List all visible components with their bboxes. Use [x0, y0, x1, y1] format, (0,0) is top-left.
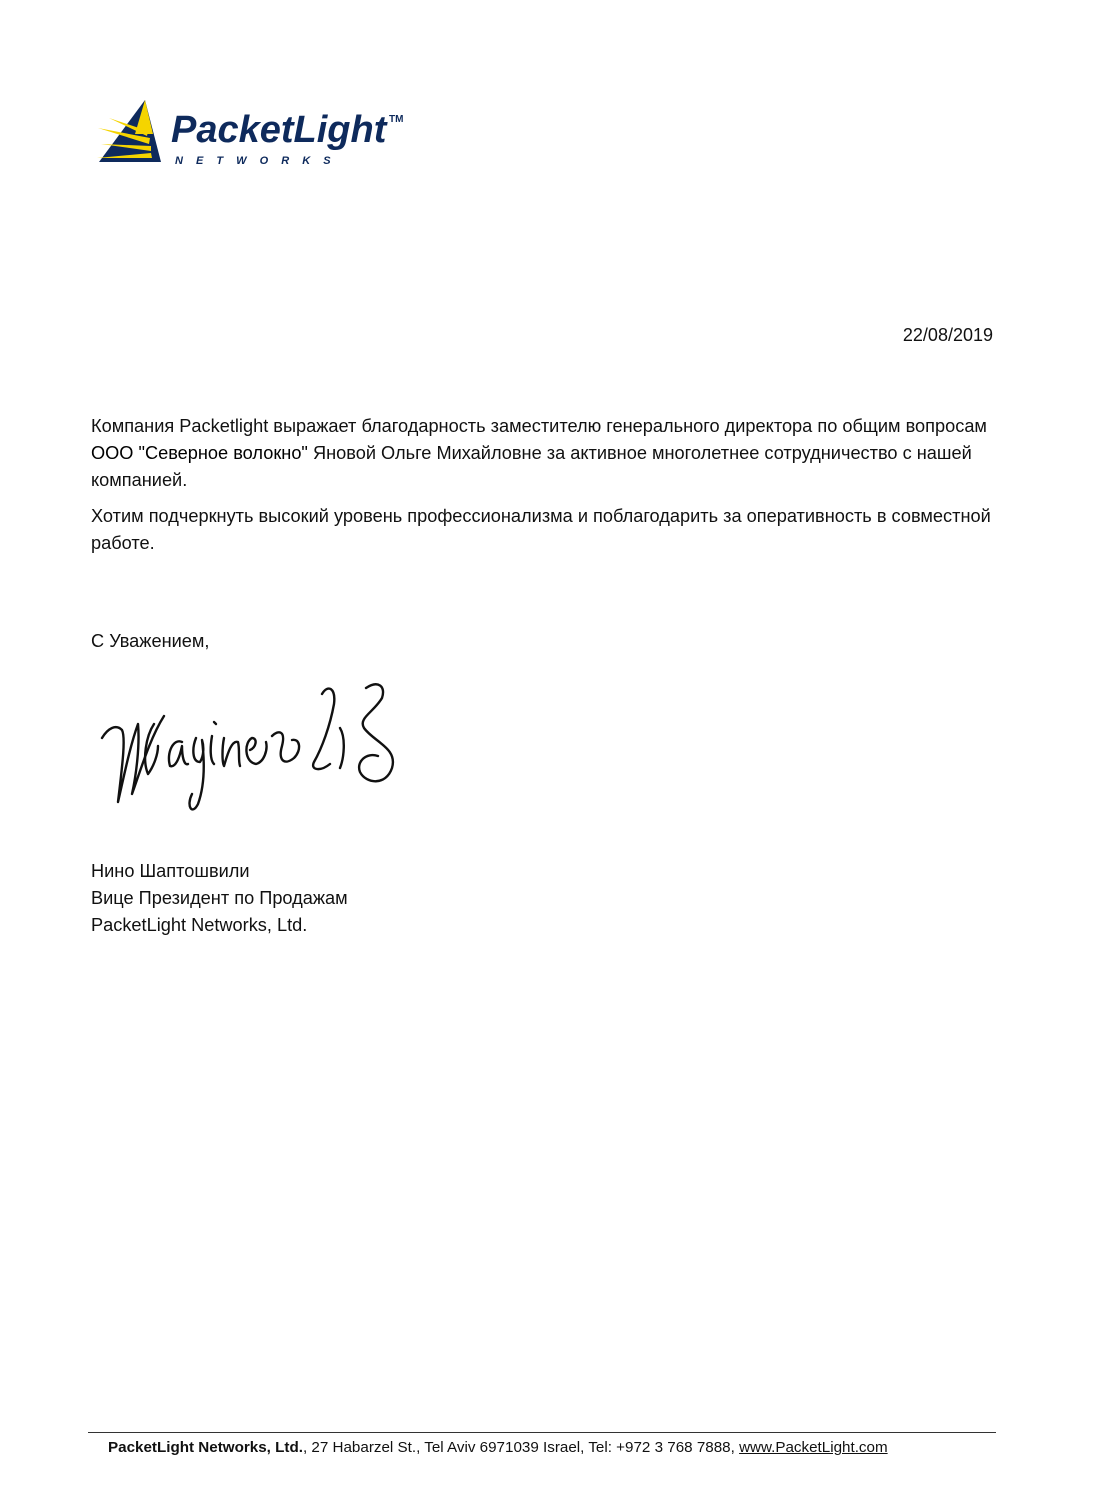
- logo-trademark: TM: [389, 114, 404, 125]
- letter-date: 22/08/2019: [902, 325, 993, 345]
- signer-company: PacketLight Networks, Ltd.: [91, 915, 308, 935]
- logo-wordmark: PacketLight: [171, 109, 387, 151]
- company-logo: [95, 98, 415, 170]
- company-name-highlight: ООО "Северное волокно": [91, 443, 308, 463]
- footer-company: PacketLight Networks, Ltd.: [108, 1439, 303, 1456]
- signer-title: Вице Президент по Продажам: [91, 888, 348, 908]
- paragraph-professionalism: Хотим подчеркнуть высокий уровень профессионализма и поблагодарить за оперативность в совместной работе.: [91, 506, 991, 553]
- footer-address: , 27 Habarzel St., Tel Aviv 6971039 Israel, Tel: +972 3 768 7888,: [302, 1439, 740, 1456]
- paragraph-gratitude-end: Яновой Ольге Михайловне за активное многолетнее сотрудничество с нашей компанией.: [91, 443, 972, 490]
- letter-body: [91, 413, 991, 566]
- letter-closing: С Уважением,: [91, 631, 210, 651]
- signer-name: Нино Шаптошвили: [91, 861, 250, 881]
- logo-tagline: N E T W O R K S: [175, 155, 336, 167]
- footer-divider: [88, 1432, 996, 1433]
- footer: [108, 1439, 888, 1456]
- handwritten-signature: [96, 676, 406, 826]
- footer-website-link[interactable]: www.PacketLight.com: [739, 1439, 888, 1456]
- signer-block: [91, 858, 348, 939]
- paragraph-gratitude: [91, 413, 991, 494]
- paragraph-gratitude-start: Компания Packetlight выражает благодарность заместителю генерального директора по общим вопросам: [91, 416, 987, 436]
